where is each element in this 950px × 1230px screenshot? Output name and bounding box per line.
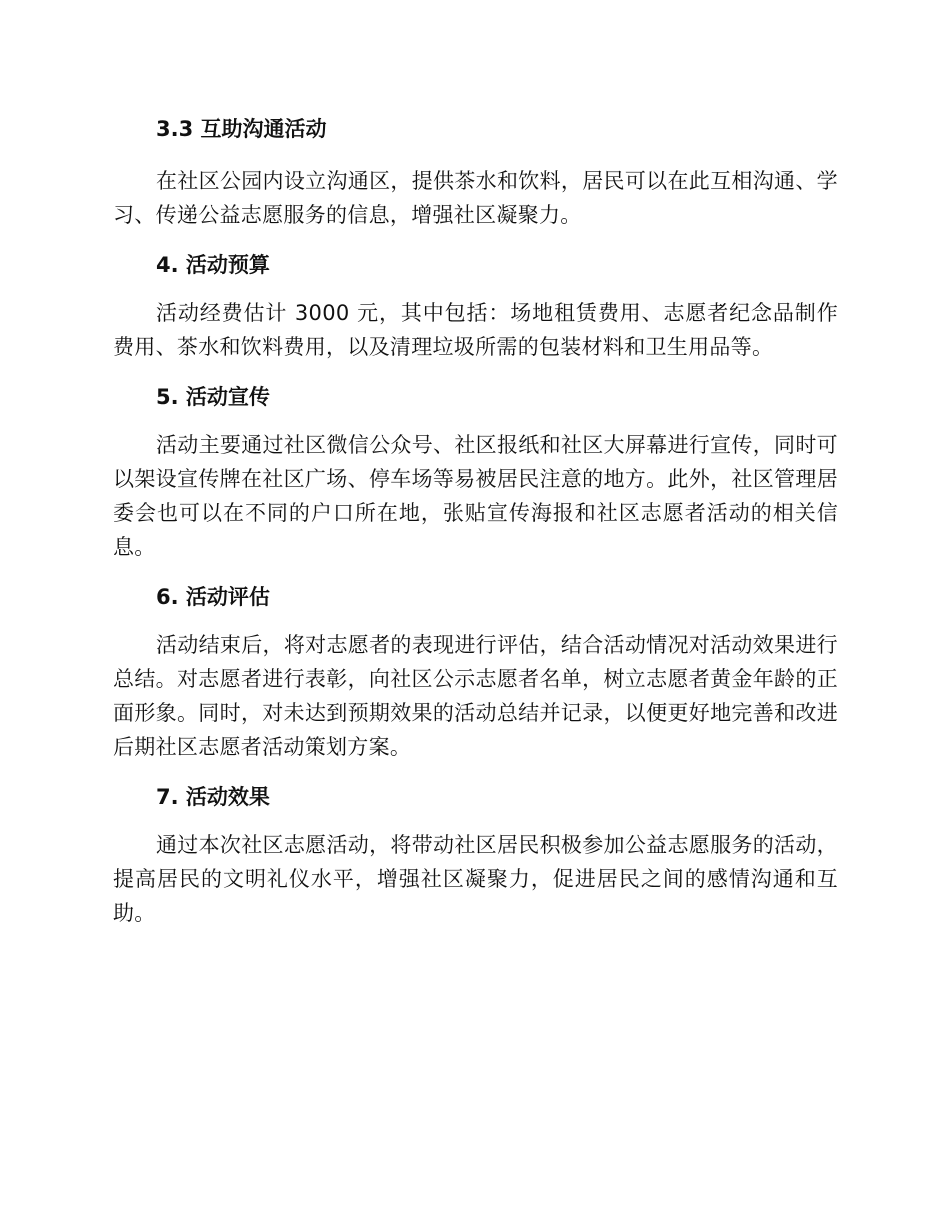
section-paragraph: 在社区公园内设立沟通区，提供茶水和饮料，居民可以在此互相沟通、学习、传递公益志愿服务的信息，增强社区凝聚力。 [113,169,838,227]
section-heading: 6. 活动评估 [156,585,270,609]
document-content [113,112,838,930]
section-paragraph: 活动经费估计 3000 元，其中包括：场地租赁费用、志愿者纪念品制作费用、茶水和饮料费用，以及清理垃圾所需的包装材料和卫生用品等。 [113,301,838,359]
section-effect [113,780,838,930]
section-heading: 7. 活动效果 [156,785,270,809]
section-paragraph: 活动主要通过社区微信公众号、社区报纸和社区大屏幕进行宣传，同时可以架设宣传牌在社区广场、停车场等易被居民注意的地方。此外，社区管理居委会也可以在不同的户口所在地，张贴宣传海报和社区志愿者活动的相关信息。 [113,433,838,559]
section-heading: 3.3 互助沟通活动 [156,117,327,141]
section-paragraph: 活动结束后，将对志愿者的表现进行评估，结合活动情况对活动效果进行总结。对志愿者进行表彰，向社区公示志愿者名单，树立志愿者黄金年龄的正面形象。同时，对未达到预期效果的活动总结并记录，以便更好地完善和改进后期社区志愿者活动策划方案。 [113,633,838,759]
section-communication-activity [113,112,838,232]
section-heading: 5. 活动宣传 [156,385,270,409]
section-evaluation [113,580,838,764]
section-heading: 4. 活动预算 [156,253,270,277]
section-budget [113,248,838,364]
section-paragraph: 通过本次社区志愿活动，将带动社区居民积极参加公益志愿服务的活动，提高居民的文明礼仪水平，增强社区凝聚力，促进居民之间的感情沟通和互助。 [113,833,838,925]
section-publicity [113,380,838,564]
